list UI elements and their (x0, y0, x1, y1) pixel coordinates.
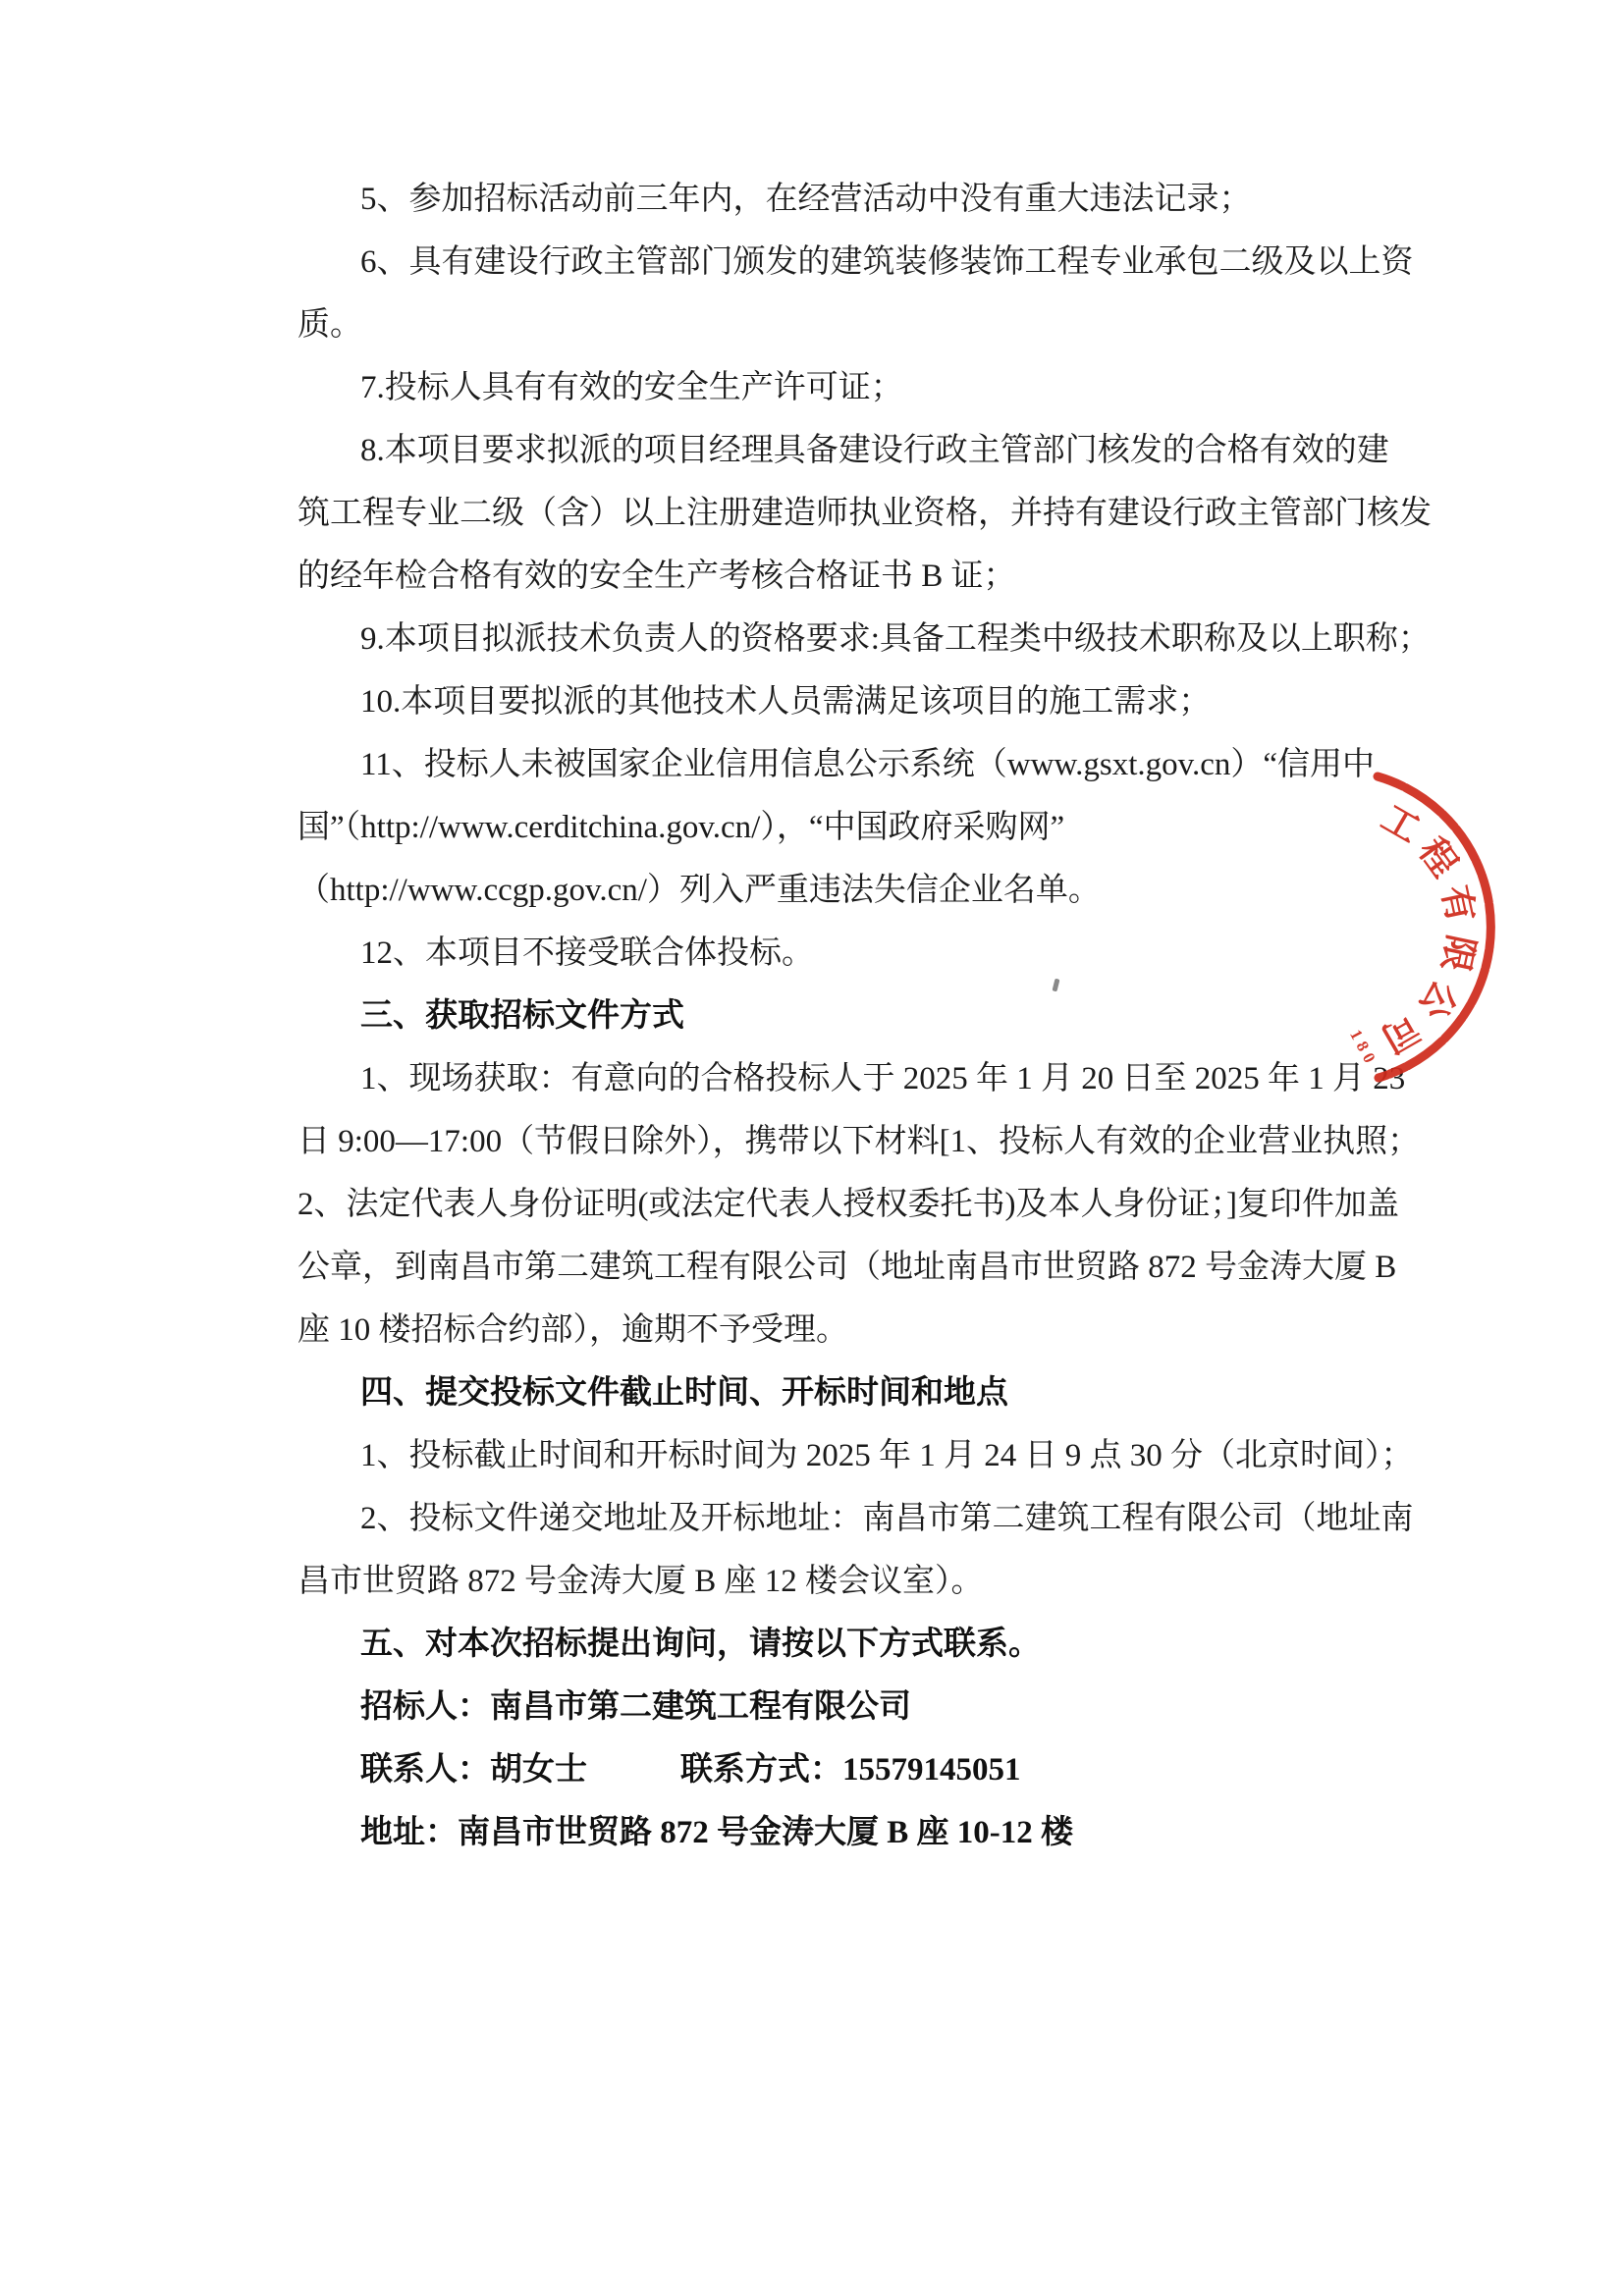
section-heading-4 (298, 1362, 1476, 1424)
contact-person-line (298, 1738, 1476, 1801)
item-12 (298, 922, 1476, 985)
item-5 (298, 168, 1476, 231)
section-4-item-2 (298, 1487, 1476, 1613)
tenderer-label: 招标人： (360, 1689, 490, 1725)
section-3-item-1 (298, 1047, 1476, 1362)
address-label: 地址： (360, 1815, 458, 1850)
stamp-char: 程 (1410, 830, 1465, 885)
item-11 (298, 733, 1476, 922)
contact-block (298, 1676, 1476, 1864)
text-line: 2、法定代表人身份证明(或法定代表人授权委托书)及本人身份证；]复印件加盖 (298, 1187, 1399, 1222)
item-10 (298, 670, 1476, 733)
text-line: 的经年检合格有效的安全生产考核合格证书 B 证； (298, 559, 1016, 594)
address-line (298, 1801, 1476, 1864)
stamp-char: 工 (1374, 797, 1427, 852)
text-line: 昌市世贸路 872 号金涛大厦 B 座 12 楼会议室）。 (298, 1564, 984, 1599)
section-heading-3 (298, 985, 1476, 1047)
heading-line: 四、提交投标文件截止时间、开标时间和地点 (360, 1375, 1008, 1411)
heading-line: 五、对本次招标提出询问，请按以下方式联系。 (360, 1627, 1041, 1662)
phone-number: 15579145051 (842, 1752, 1021, 1788)
item-8 (298, 419, 1476, 608)
text-line: 1、投标截止时间和开标时间为 2025 年 1 月 24 日 9 点 30 分（北京时间）； (360, 1438, 1414, 1473)
text-line: 国”（http://www.cerditchina.gov.cn/），“中国政府采购网” (298, 810, 1065, 845)
text-line: 日 9:00—17:00（节假日除外），携带以下材料[1、投标人有效的企业营业执照； (298, 1124, 1421, 1159)
tenderer-line (298, 1676, 1476, 1738)
stamp-char: 公 (1410, 972, 1465, 1027)
section-4-item-1 (298, 1424, 1476, 1487)
item-7 (298, 356, 1476, 419)
heading-line: 三、获取招标文件方式 (360, 998, 684, 1034)
stamp-char: 司 (1374, 1005, 1427, 1060)
document-text-column (298, 168, 1476, 1864)
address-value: 南昌市世贸路 872 号金涛大厦 B 座 10-12 楼 (458, 1815, 1073, 1850)
text-line: 7.投标人具有有效的安全生产许可证； (360, 370, 903, 405)
text-line: 6、具有建设行政主管部门颁发的建筑装修装饰工程专业承包二级及以上资 (360, 244, 1414, 280)
stamp-serial: 180 (1346, 1026, 1381, 1071)
text-line: 5、参加招标活动前三年内，在经营活动中没有重大违法记录； (360, 182, 1252, 217)
company-seal-stamp (1301, 754, 1527, 1097)
section-heading-5 (298, 1613, 1476, 1676)
contact-person-label: 联系人： (360, 1752, 490, 1788)
stamp-char: 限 (1434, 931, 1481, 976)
text-line: 座 10 楼招标合约部），逾期不予受理。 (298, 1312, 848, 1348)
text-line: 1、现场获取：有意向的合格投标人于 2025 年 1 月 20 日至 2025 年 1 月 23 (360, 1061, 1406, 1096)
item-6 (298, 231, 1476, 356)
text-line: 12、本项目不接受联合体投标。 (360, 935, 814, 971)
phone-label: 联系方式： (680, 1752, 842, 1788)
text-line: 筑工程专业二级（含）以上注册建造师执业资格，并持有建设行政主管部门核发 (298, 496, 1432, 531)
stamp-char: 有 (1434, 881, 1481, 927)
text-line: 9.本项目拟派技术负责人的资格要求:具备工程类中级技术职称及以上职称； (360, 621, 1431, 657)
contact-person-name: 胡女士 (490, 1752, 587, 1788)
text-line: 质。 (298, 307, 362, 343)
text-line: 10.本项目要拟派的其他技术人员需满足该项目的施工需求； (360, 684, 1212, 720)
text-line: 公章，到南昌市第二建筑工程有限公司（地址南昌市世贸路 872 号金涛大厦 B (298, 1250, 1397, 1285)
text-line: 2、投标文件递交地址及开标地址：南昌市第二建筑工程有限公司（地址南 (360, 1501, 1414, 1536)
text-line: 11、投标人未被国家企业信用信息公示系统（www.gsxt.gov.cn）“信用中 (360, 747, 1376, 782)
tenderer-name: 南昌市第二建筑工程有限公司 (490, 1689, 911, 1725)
item-9 (298, 608, 1476, 670)
text-line: （http://www.ccgp.gov.cn/）列入严重违法失信企业名单。 (298, 873, 1101, 908)
text-line: 8.本项目要求拟派的项目经理具备建设行政主管部门核发的合格有效的建 (360, 433, 1389, 468)
